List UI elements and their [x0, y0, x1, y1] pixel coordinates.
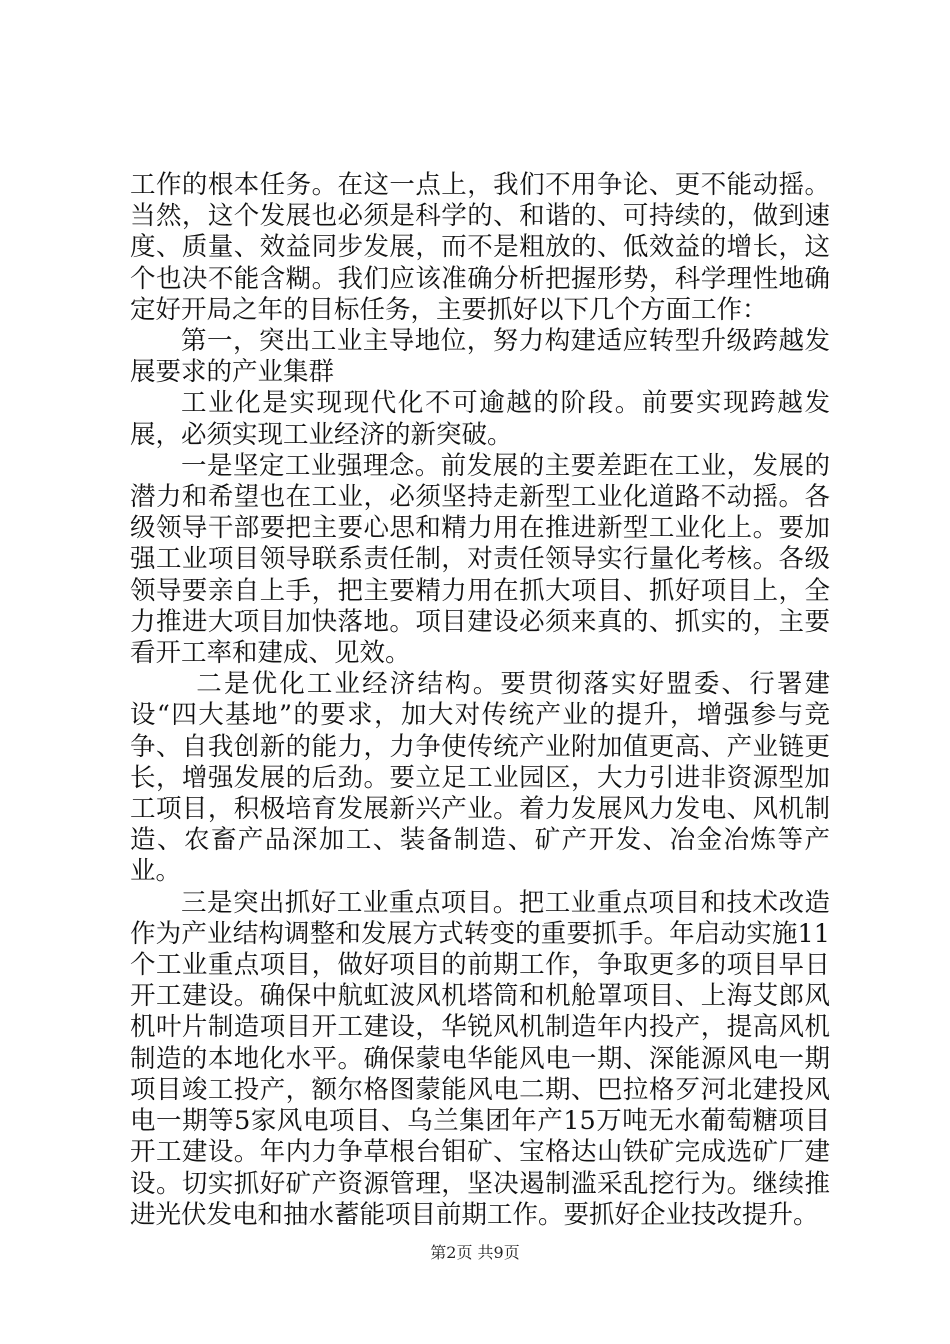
- body-text: [130, 170, 830, 1231]
- page-footer: 第2页 共9页: [430, 1243, 520, 1262]
- paragraph-point-three: 三是突出抓好工业重点项目。把工业重点项目和技术改造作为产业结构调整和发展方式转变的重要抓手。年启动实施11个工业重点项目，做好项目的前期工作，争取更多的项目早日开工建设。确保中航虹波风机塔筒和机舱罩项目、上海艾郎风机叶片制造项目开工建设，华锐风机制造年内投产，提高风机制造的本地化水平。确保蒙电华能风电一期、深能源风电一期项目竣工投产，额尔格图蒙能风电二期、巴拉格歹河北建投风电一期等5家风电项目、乌兰集团年产15万吨无水葡萄糖项目开工建设。年内力争草根台钼矿、宝格达山铁矿完成选矿厂建设。切实抓好矿产资源管理，坚决遏制滥采乱挖行为。继续推进光伏发电和抽水蓄能项目前期工作。要抓好企业技改提升。: [130, 887, 830, 1230]
- paragraph-point-two: 二是优化工业经济结构。要贯彻落实好盟委、行署建设“四大基地”的要求，加大对传统产业的提升，增强参与竞争、自我创新的能力，力争使传统产业附加值更高、产业链更长，增强发展的后劲。要立足工业园区，大力引进非资源型加工项目，积极培育发展新兴产业。着力发展风力发电、风机制造、农畜产品深加工、装备制造、矿产开发、冶金冶炼等产业。: [130, 669, 830, 887]
- paragraph-section-heading: 第一，突出工业主导地位，努力构建适应转型升级跨越发展要求的产业集群: [130, 326, 830, 388]
- paragraph-industrialization: 工业化是实现现代化不可逾越的阶段。前要实现跨越发展，必须实现工业经济的新突破。: [130, 388, 830, 450]
- paragraph-point-one: 一是坚定工业强理念。前发展的主要差距在工业，发展的潜力和希望也在工业，必须坚持走新型工业化道路不动摇。各级领导干部要把主要心思和精力用在推进新型工业化上。要加强工业项目领导联系责任制，对责任领导实行量化考核。各级领导要亲自上手，把主要精力用在抓大项目、抓好项目上，全力推进大项目加快落地。项目建设必须来真的、抓实的，主要看开工率和建成、见效。: [130, 450, 830, 669]
- paragraph-continuation: 工作的根本任务。在这一点上，我们不用争论、更不能动摇。当然，这个发展也必须是科学的、和谐的、可持续的，做到速度、质量、效益同步发展，而不是粗放的、低效益的增长，这个也决不能含糊。我们应该准确分析把握形势，科学理性地确定好开局之年的目标任务，主要抓好以下几个方面工作：: [130, 170, 830, 325]
